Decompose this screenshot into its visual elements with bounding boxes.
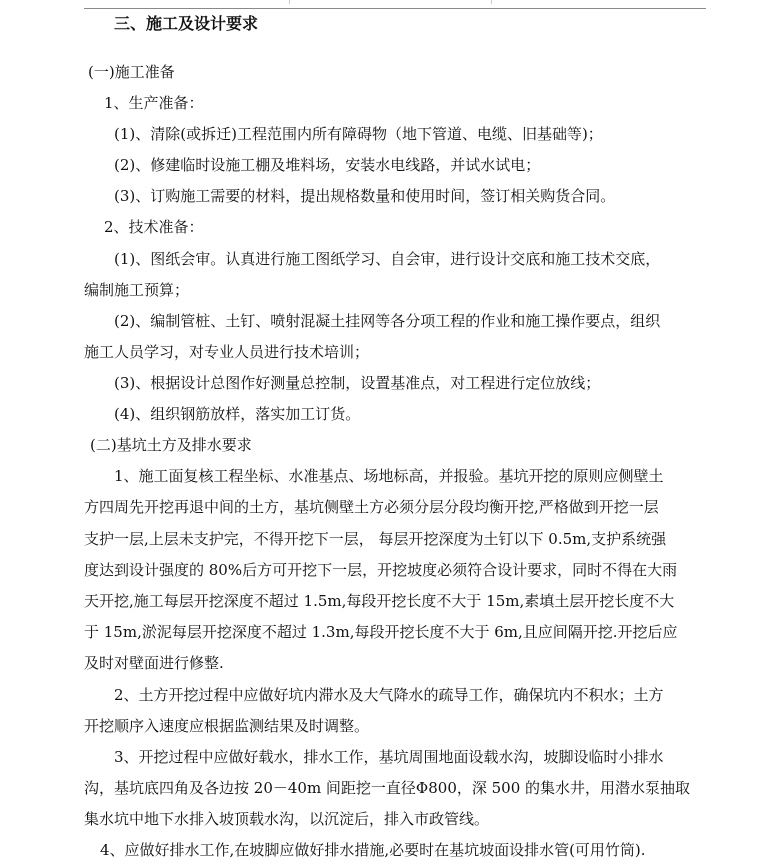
paragraph-line: 施工人员学习，对专业人员进行技术培训； — [84, 343, 370, 361]
paragraph-line: 编制施工预算； — [84, 281, 190, 299]
item-heading: 1、生产准备： — [104, 94, 204, 112]
paragraph-line: 及时对壁面进行修整. — [84, 654, 224, 672]
paragraph-line: (1)、图纸会审。认真进行施工图纸学习、自会审，进行设计交底和施工技术交底， — [114, 250, 661, 268]
list-item: (3)、订购施工需要的材料，提出规格数量和使用时间，签订相关购货合同。 — [114, 187, 616, 205]
paragraph-line: 天开挖,施工每层开挖深度不超过 1.5m,每段开挖长度不大于 15m,素填土层开挖长度不大 — [84, 592, 675, 610]
section-heading: 三、施工及设计要求 — [114, 14, 259, 33]
paragraph-line: 沟，基坑底四角及各边按 20－40m 间距挖一直径Φ800，深 500 的集水井，用潜水泵抽取 — [84, 779, 691, 797]
list-item: (3)、根据设计总图作好测量总控制，设置基准点，对工程进行定位放线； — [114, 374, 601, 392]
paragraph-line: (2)、编制管桩、土钉、喷射混凝土挂网等各分项工程的作业和施工操作要点，组织 — [114, 312, 661, 330]
subsection-title: (一)施工准备 — [88, 63, 175, 81]
paragraph-line: 集水坑中地下水排入坡顶载水沟，以沉淀后，排入市政管线。 — [84, 810, 490, 828]
paragraph-line: 3、开挖过程中应做好载水，排水工作，基坑周围地面设载水沟，坡脚设临时小排水 — [114, 748, 664, 766]
paragraph-line: 2、土方开挖过程中应做好坑内滞水及大气降水的疏导工作，确保坑内不积水；土方 — [114, 686, 664, 704]
paragraph-line: 度达到设计强度的 80%后方可开挖下一层，开挖坡度必须符合设计要求，同时不得在大雨 — [84, 561, 678, 579]
list-item: (2)、修建临时设施工棚及堆料场，安装水电线路，并试水试电； — [114, 156, 541, 174]
ruler-tick — [491, 0, 492, 4]
paragraph-line: 方四周先开挖再退中间的土方，基坑侧壁土方必须分层分段均衡开挖,严格做到开挖一层 — [84, 498, 659, 516]
list-item: (4)、组织钢筋放样，落实加工订货。 — [114, 405, 361, 423]
paragraph-line: 开挖顺序入速度应根据监测结果及时调整。 — [84, 717, 370, 735]
ruler-tick — [289, 0, 290, 4]
item-heading: 2、技术准备： — [104, 218, 204, 236]
paragraph-line: 4、应做好排水工作,在坡脚应做好排水措施,必要时在基坑坡面设排水管(可用竹筒). — [100, 841, 646, 859]
paragraph-line: 支护一层,上层未支护完，不得开挖下一层， 每层开挖深度为土钉以下 0.5m,支护系统强 — [84, 530, 667, 548]
paragraph-line: 于 15m,淤泥每层开挖深度不超过 1.3m,每段开挖长度不大于 6m,且应间隔开挖.开挖后应 — [84, 623, 678, 641]
paragraph-line: 1、施工面复核工程坐标、水准基点、场地标高，并报验。基坑开挖的原则应侧壁土 — [114, 467, 664, 485]
list-item: (1)、清除(或拆迁)工程范围内所有障碍物（地下管道、电缆、旧基础等)； — [114, 125, 603, 143]
page-top-rule — [84, 8, 706, 9]
subsection-title: (二)基坑土方及排水要求 — [90, 436, 252, 454]
